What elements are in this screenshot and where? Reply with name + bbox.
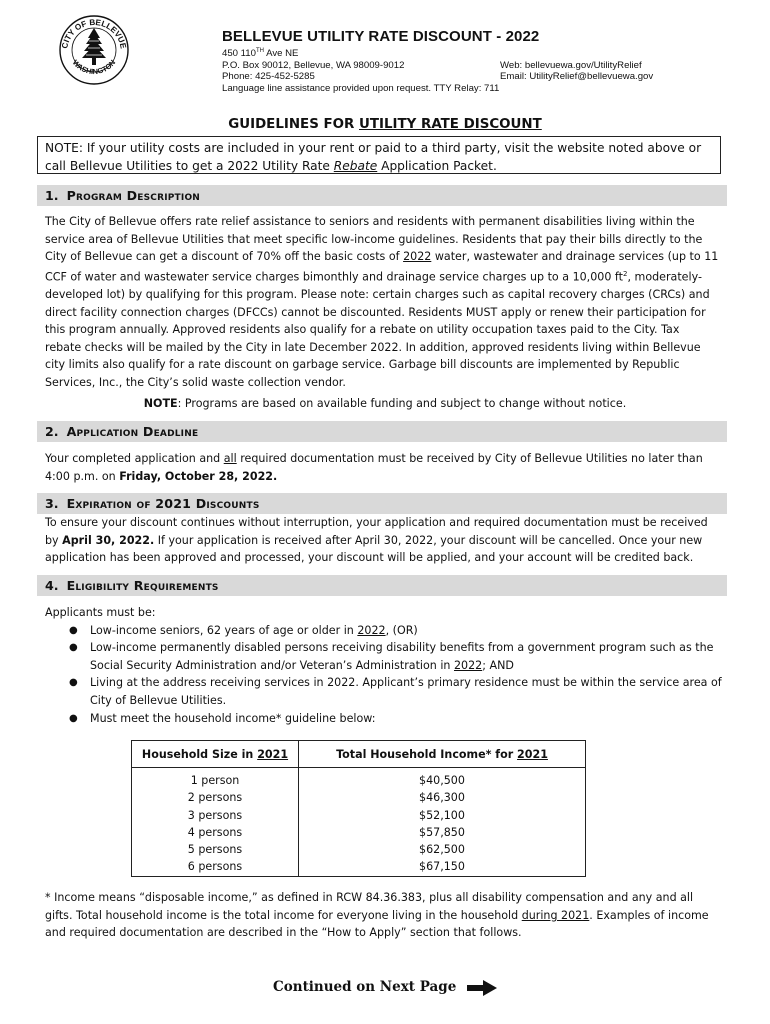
continued-footer	[0, 979, 770, 996]
expiration-text: To ensure your discount continues without interruption, your application and required documentation must be received by April 30, 2022. If your application is received after April 30, 2022, your discount will be cancelled. Once your new application has been approved and processed, your discount will be applied, and your account will be credited back.	[45, 516, 708, 565]
email-link[interactable]: Email: UtilityRelief@bellevuewa.gov	[500, 71, 654, 83]
street-address: 450 110TH Ave NE	[222, 47, 299, 59]
section-header-expiration: 3. Expiration of 2021 Discounts	[37, 493, 727, 514]
section-header-application-deadline: 2. Application Deadline	[37, 421, 727, 442]
continued-label: Continued on Next Page	[273, 979, 457, 995]
po-box-row	[222, 60, 742, 72]
bullet-icon: ●	[69, 642, 78, 654]
program-description-text: The City of Bellevue offers rate relief assistance to seniors and residents with permanent disabilities living within the service area of Bellevue Utilities that meet specific low-income guidelines. Residents that pay their bills directly to the City of Bellevue can get a discount of 70% off the basic costs of 2022 water, wastewater and drainage services (up to 11 CCF of water and wastewater service charges bimonthly and drainage service charges up to a 10,000 $ft^2$, moderately- developed lot) by qualifying for this program. Please note: certain charges such as capital recovery charges (CRCs) and direct facility connection charges (DFCCs) cannot be discounted. Residents MUST apply or renew their participation for this program annually. Approved residents also qualify for a rebate on utility occupation taxes paid to the City. Tax rebate checks will be mailed by the City in late December 2022. In addition, approved residents living within Bellevue city limits also qualify for a rate discount on garbage service. Garbage bill discounts are implemented by Republic Services, Inc., the City’s solid waste collection vendor.	[45, 215, 719, 390]
eligibility-list	[45, 604, 725, 727]
list-item: ● Must meet the household income* guideline below:	[45, 710, 725, 728]
bullet-icon: ●	[69, 712, 78, 724]
svg-text:WASHINGTON: WASHINGTON	[70, 57, 118, 77]
svg-text:CITY OF BELLEVUE: CITY OF BELLEVUE	[60, 17, 128, 50]
language-line-note: Language line assistance provided upon request. TTY Relay: 711	[222, 82, 500, 94]
eligibility-intro: Applicants must be:	[45, 606, 156, 619]
section-header-program-description: 1. Program Description	[37, 185, 727, 206]
phone-number: Phone: 425-452-5285	[222, 71, 315, 83]
funding-note: NOTE: Programs are based on available funding and subject to change without notice.	[143, 397, 627, 410]
document-title: BELLEVUE UTILITY RATE DISCOUNT - 2022	[222, 28, 540, 45]
letterhead	[222, 28, 742, 94]
list-item: ● Living at the address receiving services in 2022. Applicant’s primary residence must be within the service area of City of Bellevue Utilities.	[69, 676, 722, 707]
phone-row	[222, 71, 742, 83]
rebate-note-box: NOTE: If your utility costs are included in your rent or paid to a third party, visit the website noted above or call Bellevue Utilities to get a 2022 Utility Rate Rebate Application Packet.	[37, 136, 721, 174]
list-item: ● Low-income permanently disabled persons receiving disability benefits from a government program such as the Social Security Administration and/or Veteran’s Administration in 2022; AND	[69, 641, 714, 672]
table-row: 1 person $40,500	[132, 768, 586, 790]
bullet-icon: ●	[69, 624, 78, 636]
arrow-right-icon	[467, 980, 497, 996]
income-footnote: * Income means “disposable income,” as defined in RCW 84.36.383, plus all disability compensation and any and all gifts. Total household income is the total income for everyone living in the household during 2021. Examples of income and required documentation are described in the “How to Apply” section that follows.	[45, 891, 709, 940]
table-row: 2 persons $46,300	[132, 789, 586, 806]
table-row: 5 persons $62,500	[132, 841, 586, 858]
bullet-icon: ●	[69, 677, 78, 689]
table-row: 3 persons $52,100	[132, 807, 586, 824]
household-income-table	[131, 740, 586, 877]
city-seal-logo	[58, 14, 130, 86]
table-row: 4 persons $57,850	[132, 824, 586, 841]
application-deadline-text: Your completed application and all required documentation must be received by City of Bellevue Utilities no later than 4:00 p.m. on Friday, October 28, 2022.	[45, 452, 703, 483]
po-box: P.O. Box 90012, Bellevue, WA 98009-9012	[222, 59, 405, 71]
guidelines-title: GUIDELINES FOR UTILITY RATE DISCOUNT	[228, 117, 542, 132]
column-header-total-income: Total Household Income* for 2021	[299, 741, 586, 768]
table-row: 6 persons $67,150	[132, 858, 586, 876]
section-header-eligibility: 4. Eligibility Requirements	[37, 575, 727, 596]
list-item: ● Low-income seniors, 62 years of age or older in 2022, (OR)	[45, 622, 725, 640]
website-link[interactable]: Web: bellevuewa.gov/UtilityRelief	[500, 59, 642, 71]
column-header-household-size: Household Size in 2021	[132, 741, 299, 768]
